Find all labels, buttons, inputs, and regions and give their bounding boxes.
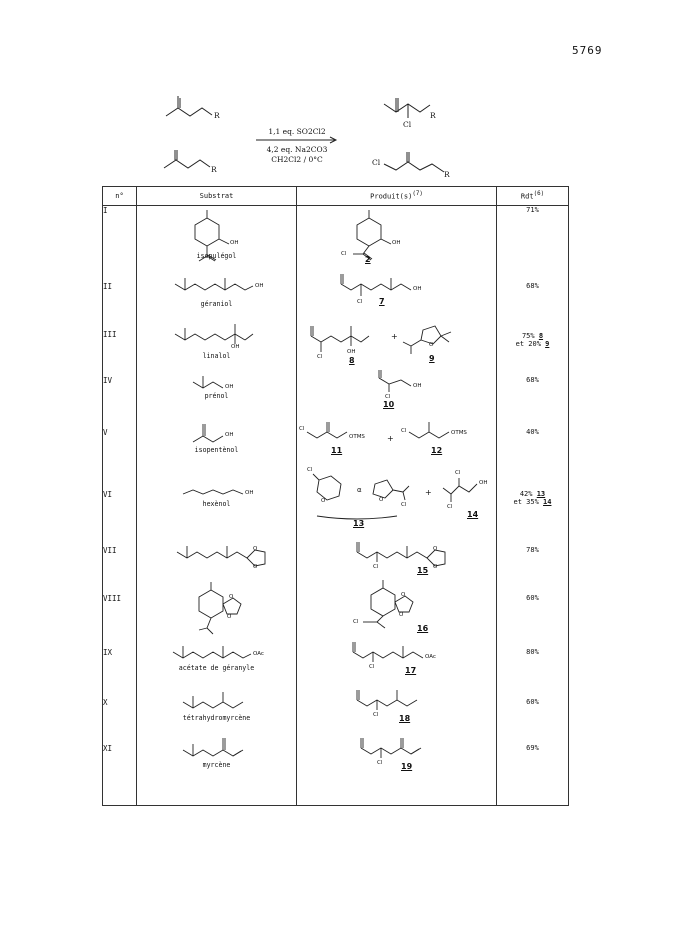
o-label: O <box>229 593 234 600</box>
yield-cell: 71% <box>497 206 569 266</box>
compound-number: 18 <box>399 713 411 723</box>
substrate-cell <box>137 530 297 580</box>
o-label: O <box>227 613 232 620</box>
row-number: VI <box>103 466 137 530</box>
yield-cell: 60% <box>497 686 569 734</box>
plus-sign: + <box>387 433 394 443</box>
substrate-cell <box>137 686 297 734</box>
header-produit: $Produit(s)^{(7)}$ <box>297 187 497 206</box>
compound-number: 19 <box>401 761 413 771</box>
substrate-structure <box>137 466 297 530</box>
product-structure <box>297 266 497 314</box>
scheme-r-label-2: R <box>211 165 217 174</box>
product-structure <box>297 530 497 580</box>
scheme-r-label-1: R <box>214 111 220 120</box>
substrate-structure <box>137 734 297 806</box>
yield-cell: 68% <box>497 366 569 414</box>
table-header-row <box>103 187 569 206</box>
product-cell <box>297 530 497 580</box>
yield-cell: 42% 13 et 35% 14 <box>497 466 569 530</box>
compound-number: 17 <box>405 665 417 675</box>
product-structure <box>297 206 497 266</box>
oh-label: OH <box>230 240 239 246</box>
yield-cell: 75% 8 et 20% 9 <box>497 314 569 366</box>
o-label: O <box>321 497 326 504</box>
product-structure <box>297 414 497 466</box>
substrate-cell <box>137 580 297 638</box>
product-cell <box>297 734 497 806</box>
oh-label: OH <box>231 343 240 350</box>
table-row <box>103 580 569 638</box>
o-label: O <box>379 496 384 503</box>
oh-label: OH <box>225 383 234 390</box>
substrate-name: prénol <box>204 391 229 400</box>
compound-number: 12 <box>431 445 443 455</box>
cl-label: Cl <box>369 663 375 670</box>
cl-label: Cl <box>373 563 379 570</box>
scheme-structures <box>0 0 680 190</box>
compound-number: 9 <box>429 353 435 363</box>
reagent-2: 4,2 eq. Na2CO3 <box>266 145 328 154</box>
cl-label: Cl <box>307 466 313 473</box>
yield-cell: 78% <box>497 530 569 580</box>
scheme-r-label-4: R <box>444 170 450 179</box>
product-structure <box>297 366 497 414</box>
substrate-cell <box>137 638 297 686</box>
substrate-cell <box>137 266 297 314</box>
page-number: 5769 <box>572 44 603 57</box>
cl-label: Cl <box>341 251 347 257</box>
table-row <box>103 638 569 686</box>
substrate-name: isopulégol <box>196 251 237 260</box>
plus-sign: + <box>425 487 432 497</box>
oh-label: OH <box>392 240 401 246</box>
cl-label: Cl <box>401 501 407 508</box>
product-cell <box>297 466 497 530</box>
oh-label: OH <box>245 489 254 496</box>
cl-label: Cl <box>401 427 407 434</box>
substrate-name: isopentènol <box>194 445 239 454</box>
table-row <box>103 686 569 734</box>
compound-number: 10 <box>383 399 395 409</box>
compound-number: 11 <box>331 445 343 455</box>
cl-label: Cl <box>377 759 383 766</box>
compound-number: 7 <box>379 296 385 306</box>
product-structure <box>297 580 497 638</box>
product-cell <box>297 314 497 366</box>
header-rdt: Rdt$^{(6)}$ <box>497 187 569 206</box>
compound-number: 15 <box>417 565 429 575</box>
table-row <box>103 366 569 414</box>
plus-sign: + <box>391 331 398 341</box>
alpha-label: α <box>357 485 362 494</box>
substrate-cell <box>137 366 297 414</box>
oh-label: OH <box>413 285 422 292</box>
row-number: IX <box>103 638 137 686</box>
substrate-cell <box>137 314 297 366</box>
substrate-name: linalol <box>202 351 231 360</box>
table-row <box>103 530 569 580</box>
cl-label: Cl <box>455 469 461 476</box>
yield-cell: 60% <box>497 580 569 638</box>
o-label: O <box>253 545 258 552</box>
otms-label: OTMS <box>349 433 365 440</box>
row-number: VII <box>103 530 137 580</box>
substrate-structure <box>137 414 297 466</box>
substrate-name: hexènol <box>202 499 231 508</box>
compound-number: 8 <box>349 355 355 365</box>
product-cell <box>297 686 497 734</box>
row-number: III <box>103 314 137 366</box>
o-label: O <box>429 341 434 348</box>
o-label: O <box>399 611 404 618</box>
row-number: XI <box>103 734 137 806</box>
cl-label: Cl <box>357 298 363 305</box>
yield-cell: 40% <box>497 414 569 466</box>
oh-label: OH <box>255 282 264 289</box>
product-cell <box>297 414 497 466</box>
table-row <box>103 734 569 806</box>
row-number: II <box>103 266 137 314</box>
substrate-name: tétrahydromyrcène <box>182 713 251 722</box>
table-row <box>103 314 569 366</box>
row-number: V <box>103 414 137 466</box>
table-row <box>103 414 569 466</box>
row-number: X <box>103 686 137 734</box>
substrate-cell <box>137 206 297 266</box>
substrate-cell <box>137 414 297 466</box>
yield-cell: 68% <box>497 266 569 314</box>
table-row <box>103 266 569 314</box>
substrate-cell <box>137 466 297 530</box>
substrate-structure <box>137 530 297 580</box>
yield-cell: 69% <box>497 734 569 806</box>
cl-label: Cl <box>353 618 359 625</box>
compound-number: 16 <box>417 623 429 633</box>
table-row <box>103 206 569 266</box>
product-structure <box>297 734 497 806</box>
product-cell <box>297 206 497 266</box>
cl-label: Cl <box>385 393 391 400</box>
oac-label: OAc <box>253 650 264 657</box>
o-label: O <box>253 563 258 570</box>
oh-label: OH <box>225 431 234 438</box>
o-label: O <box>433 545 438 552</box>
oh-label: OH <box>413 382 422 389</box>
substrate-structure <box>137 686 297 734</box>
header-substrat: Substrat <box>137 187 297 206</box>
compound-number: 2 <box>365 255 371 264</box>
product-cell <box>297 366 497 414</box>
oh-label: OH <box>347 348 356 355</box>
row-number: I <box>103 206 137 266</box>
compound-number: 13 <box>353 518 365 528</box>
otms-label: OTMS <box>451 429 467 436</box>
o-label: O <box>401 591 406 598</box>
cl-label: Cl <box>373 711 379 718</box>
row-number: IV <box>103 366 137 414</box>
oac-label: OAc <box>425 653 436 660</box>
substrate-structure <box>137 580 297 638</box>
reagent-3: CH2Cl2 / 0°C <box>271 155 323 164</box>
compound-number: 14 <box>467 509 479 519</box>
o-label: O <box>433 563 438 570</box>
substrate-name: myrcène <box>202 761 231 769</box>
product-cell <box>297 638 497 686</box>
product-cell <box>297 580 497 638</box>
product-structure <box>297 638 497 686</box>
substrate-structure <box>137 638 297 686</box>
cl-label: Cl <box>299 425 305 432</box>
substrate-structure <box>137 366 297 414</box>
substrate-name: géraniol <box>200 299 233 308</box>
scheme-cl-label-1: Cl <box>403 120 412 129</box>
substrate-name: acétate de géranyle <box>178 663 255 672</box>
row-number: VIII <box>103 580 137 638</box>
product-cell <box>297 266 497 314</box>
substrate-cell <box>137 734 297 806</box>
scheme-cl-label-2: Cl <box>372 158 381 167</box>
reagent-1: 1,1 eq. SO2Cl2 <box>268 127 326 136</box>
header-no: n° <box>103 187 137 206</box>
product-structure <box>297 466 497 530</box>
table-row <box>103 466 569 530</box>
oh-label: OH <box>479 479 488 486</box>
scheme-r-label-3: R <box>430 111 436 120</box>
results-table <box>102 186 569 806</box>
product-structure <box>297 686 497 734</box>
cl-label: Cl <box>447 503 453 510</box>
cl-label: Cl <box>317 353 323 360</box>
yield-cell: 80% <box>497 638 569 686</box>
